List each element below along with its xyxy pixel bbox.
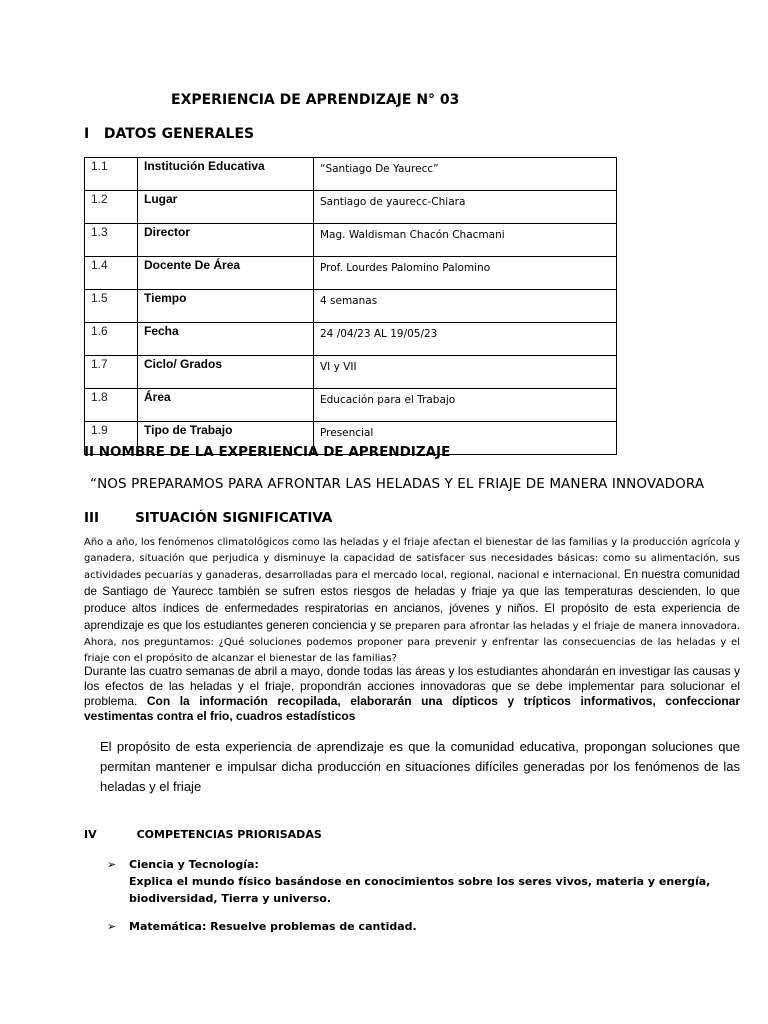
row-number: 1.9: [85, 422, 138, 455]
row-number: 1.7: [85, 356, 138, 389]
competencia-item: [107, 856, 747, 907]
competencia-description: Explica el mundo físico basándose en conocimientos sobre los seres vivos, materia y energía, biodiversidad, Tierra y universo.: [129, 875, 711, 905]
section-title: SITUACIÓN SIGNIFICATIVA: [135, 510, 333, 526]
datos-row: [85, 389, 617, 422]
row-label: Institución Educativa: [138, 158, 314, 191]
row-value: Mag. Waldisman Chacón Chacmani: [314, 224, 617, 257]
row-label: Ciclo/ Grados: [138, 356, 314, 389]
datos-row: [85, 158, 617, 191]
row-number: 1.1: [85, 158, 138, 191]
paragraph-text: Año a año, los fenómenos climatológicos como las heladas y el friaje afectan el bienestar de las familias y la producción agrícola y ganadera, situación que perjudica y disminuye la capacidad de satisfacer sus necesidades básicas: como su alimentación, sus actividades pecuarias y ganaderas, desarrolladas para el mercado local, regional, nacional e internacional.: [84, 537, 740, 581]
row-number: 1.8: [85, 389, 138, 422]
row-number: 1.5: [85, 290, 138, 323]
paragraph-text: preparen para afrontar las heladas y el friaje de manera innovadora. Ahora, nos preguntamos: ¿Qué soluciones podemos proponer para prevenir y enfrentar las consecuencias de las heladas y el friaje con el propósito de alcanzar el bienestar de las familias?: [84, 621, 741, 664]
document-title: EXPERIENCIA DE APRENDIZAJE N° 03: [171, 92, 460, 108]
row-label: Área: [138, 389, 314, 422]
datos-row: [85, 224, 617, 257]
experience-name: “NOS PREPARAMOS PARA AFRONTAR LAS HELADAS Y EL FRIAJE DE MANERA INNOVADORA: [90, 476, 705, 492]
competencia-item: [107, 918, 747, 935]
row-number: 1.4: [85, 257, 138, 290]
proposito-paragraph: El propósito de esta experiencia de aprendizaje es que la comunidad educativa, propongan soluciones que permitan mantener e impulsar dicha producción en situaciones difíciles generadas por los fenómenos de las heladas y el friaje: [100, 739, 740, 794]
row-value: Santiago de yaurecc-Chiara: [314, 191, 617, 224]
paragraph-text: En nuestra comunidad de Santiago de Yaurecc también se sufren estos riesgos de heladas y friaje ya que las temperaturas descienden, lo que produce altos índices de enfermedades respiratorias en ancianos, jóvenes y niños. El propósito de esta experiencia de aprendizaje es que los estudiantes generen conciencia y se: [84, 568, 741, 632]
row-number: 1.3: [85, 224, 138, 257]
section-competencias-heading: [84, 828, 322, 841]
datos-row: [85, 356, 617, 389]
row-label: Lugar: [138, 191, 314, 224]
bullet-arrow-icon: ➢: [107, 920, 117, 933]
situacion-paragraph: [84, 535, 740, 667]
section-situacion-heading: [84, 510, 332, 526]
section-number: III: [84, 510, 100, 526]
row-label: Tipo de Trabajo: [138, 422, 314, 455]
section-number: IV: [84, 828, 97, 841]
row-label: Fecha: [138, 323, 314, 356]
row-value: VI y VII: [314, 356, 617, 389]
row-number: 1.2: [85, 191, 138, 224]
row-label: Docente De Área: [138, 257, 314, 290]
row-value: Prof. Lourdes Palomino Palomino: [314, 257, 617, 290]
datos-row: [85, 191, 617, 224]
row-number: 1.6: [85, 323, 138, 356]
paragraph-bold-text: Con la información recopilada, elaborarán una dípticos y trípticos informativos, confeccionar vestimentas contra el frio, cuadros estadísticos: [84, 694, 740, 723]
row-value: 4 semanas: [314, 290, 617, 323]
row-value: 24 /04/23 AL 19/05/23: [314, 323, 617, 356]
bullet-arrow-icon: ➢: [107, 858, 117, 871]
datos-row: [85, 290, 617, 323]
section-title: COMPETENCIAS PRIORISADAS: [136, 828, 322, 841]
datos-generales-table: [84, 157, 617, 455]
row-value: Presencial: [314, 422, 617, 455]
datos-row: [85, 257, 617, 290]
competencia-area: Ciencia y Tecnología:: [129, 858, 259, 871]
row-label: Director: [138, 224, 314, 257]
row-value: Educación para el Trabajo: [314, 389, 617, 422]
row-label: Tiempo: [138, 290, 314, 323]
section-datos-generales-heading: I DATOS GENERALES: [84, 126, 255, 142]
paragraph-text: Durante las cuatro semanas de abril a mayo, donde todas las áreas y los estudiantes ahondarán en investigar las causas y los efectos de las heladas y el friaje, propondrán acciones innovadoras que se debe implementar para solucionar el problema.: [84, 664, 740, 708]
row-value: “Santiago De Yaurecc”: [314, 158, 617, 191]
duracion-paragraph: [84, 664, 740, 724]
competencia-area: Matemática: Resuelve problemas de cantidad.: [129, 920, 417, 933]
datos-row: [85, 323, 617, 356]
section-nombre-heading: II NOMBRE DE LA EXPERIENCIA DE APRENDIZAJE: [84, 444, 451, 460]
